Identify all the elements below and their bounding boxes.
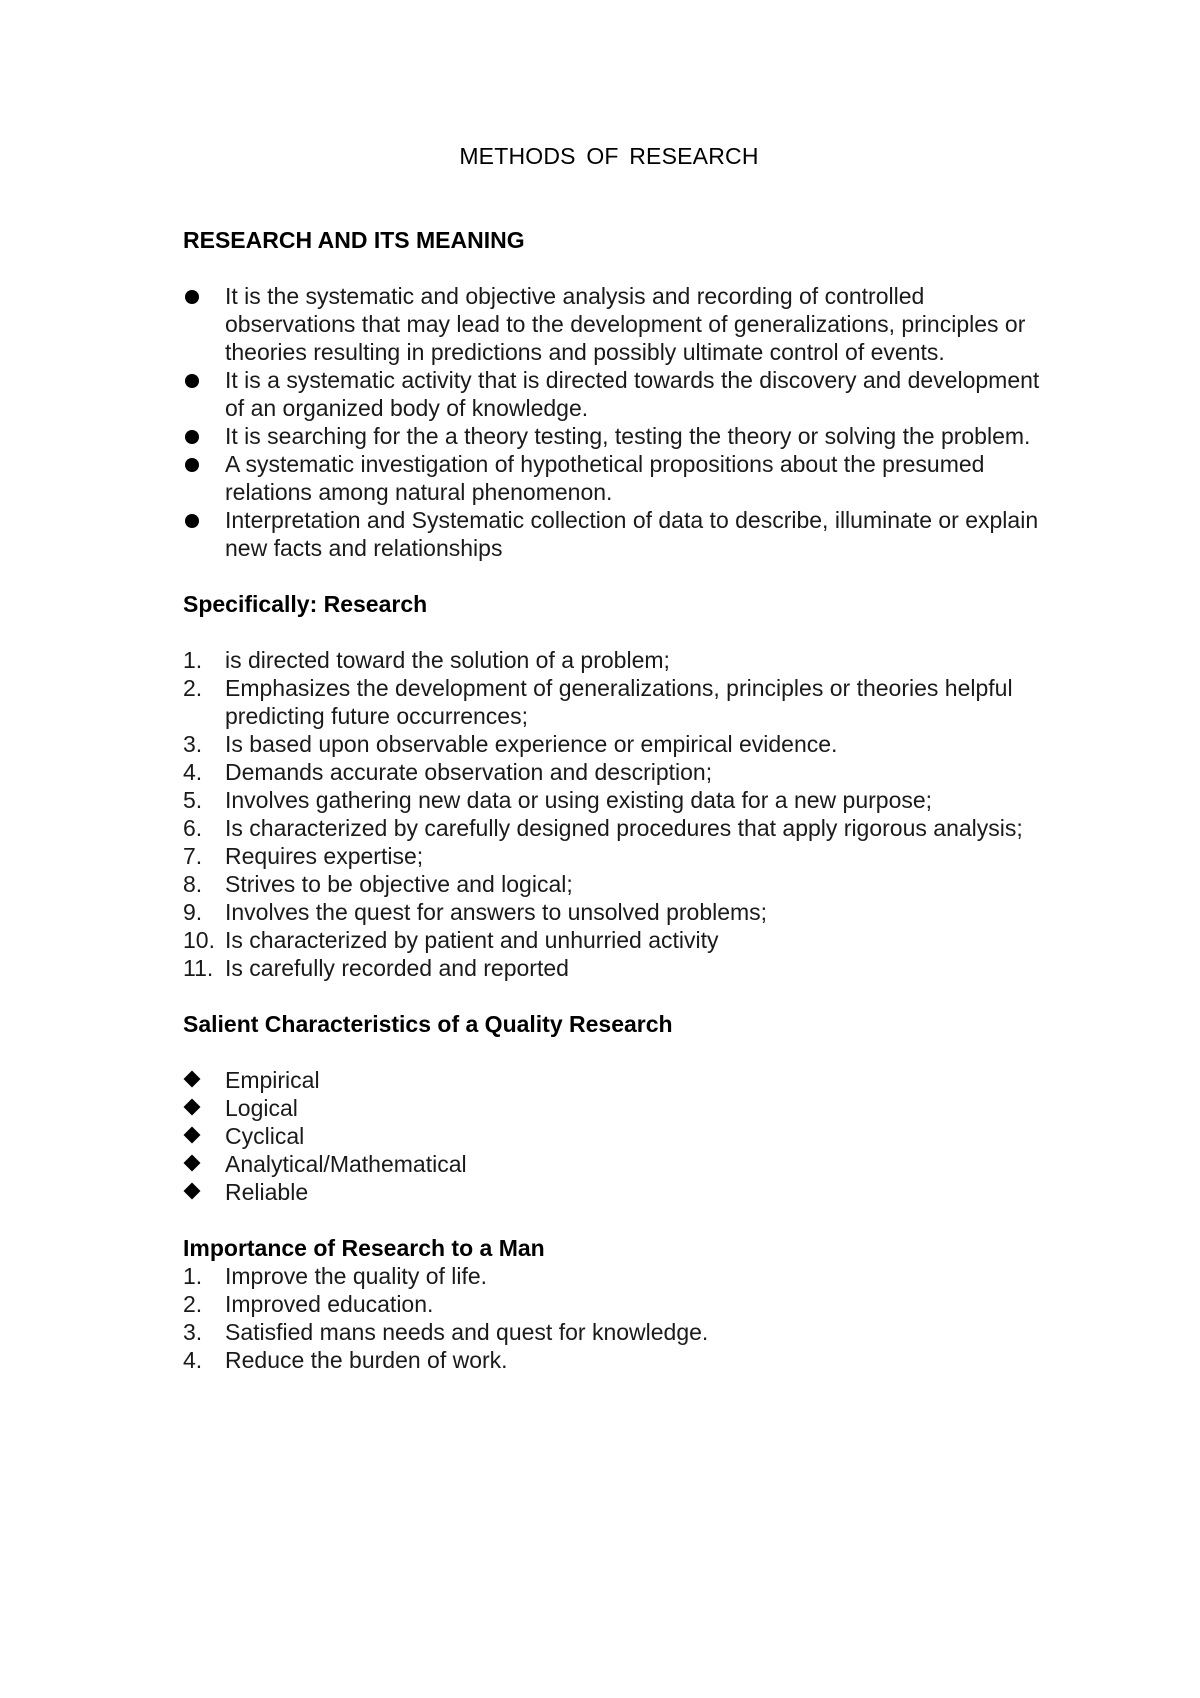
list-item	[183, 954, 1043, 982]
list-number: 1.	[183, 647, 203, 673]
diamond-bullet-icon	[184, 1099, 201, 1116]
list-item-text: Improve the quality of life.	[225, 1263, 488, 1289]
list-number: 7.	[183, 843, 203, 869]
list-item-text: Is characterized by carefully designed procedures that apply rigorous analysis;	[225, 815, 1023, 841]
bullet-dot-icon	[185, 430, 199, 444]
list-item	[183, 758, 1043, 786]
list-item	[183, 814, 1043, 842]
list-item	[183, 450, 1043, 506]
list-number: 3.	[183, 1319, 203, 1345]
list-item-text: It is searching for the a theory testing, testing the theory or solving the problem.	[225, 423, 1031, 449]
list-item-text: Logical	[225, 1095, 298, 1121]
list-item	[183, 1290, 1043, 1318]
list-item-text: It is the systematic and objective analysis and recording of controlled observations that may lead to the development of generalizations, principles or theories resulting in predictions and possibly ultimate control of events.	[225, 283, 1026, 365]
list-item	[183, 1346, 1043, 1374]
list-number: 6.	[183, 815, 203, 841]
list-number: 1.	[183, 1263, 203, 1289]
salient-diamond-list	[183, 1066, 1043, 1206]
meaning-bullet-list	[183, 282, 1043, 562]
list-item	[183, 842, 1043, 870]
list-item-text: Interpretation and Systematic collection of data to describe, illuminate or explain new facts and relationships	[225, 507, 1039, 561]
list-item	[183, 1094, 1043, 1122]
list-item	[183, 1150, 1043, 1178]
list-number: 4.	[183, 1347, 203, 1373]
list-item-text: Analytical/Mathematical	[225, 1151, 467, 1177]
specifically-numbered-list	[183, 646, 1043, 982]
list-item-text: It is a systematic activity that is directed towards the discovery and development of an organized body of knowledge.	[225, 367, 1040, 421]
list-item	[183, 506, 1043, 562]
list-item	[183, 1066, 1043, 1094]
list-number: 2.	[183, 1291, 203, 1317]
list-item	[183, 1318, 1043, 1346]
diamond-bullet-icon	[184, 1071, 201, 1088]
list-number: 10.	[183, 927, 215, 953]
list-item-text: Empirical	[225, 1067, 320, 1093]
bullet-dot-icon	[185, 290, 199, 304]
list-number: 4.	[183, 759, 203, 785]
list-item-text: Satisfied mans needs and quest for knowledge.	[225, 1319, 709, 1345]
list-item-text: A systematic investigation of hypothetical propositions about the presumed relations among natural phenomenon.	[225, 451, 985, 505]
list-number: 5.	[183, 787, 203, 813]
section-heading-importance: Importance of Research to a Man	[183, 1235, 545, 1261]
list-number: 8.	[183, 871, 203, 897]
list-item-text: is directed toward the solution of a problem;	[225, 647, 670, 673]
list-item	[183, 1122, 1043, 1150]
importance-numbered-list	[183, 1262, 1043, 1374]
list-number: 9.	[183, 899, 203, 925]
diamond-bullet-icon	[184, 1183, 201, 1200]
list-item	[183, 646, 1043, 674]
list-item-text: Is characterized by patient and unhurried activity	[225, 927, 719, 953]
section-heading-specifically: Specifically: Research	[183, 591, 428, 617]
document-content	[183, 142, 1043, 1374]
list-item-text: Emphasizes the development of generalizations, principles or theories helpful predicting future occurrences;	[225, 675, 1013, 729]
document-title: METHODS OF RESEARCH	[459, 143, 759, 169]
list-number: 11.	[183, 955, 214, 981]
list-number: 3.	[183, 731, 203, 757]
list-item	[183, 926, 1043, 954]
list-item	[183, 730, 1043, 758]
list-item-text: Reduce the burden of work.	[225, 1347, 508, 1373]
list-item-text: Involves gathering new data or using existing data for a new purpose;	[225, 787, 933, 813]
bullet-dot-icon	[185, 514, 199, 528]
section-heading-meaning: RESEARCH AND ITS MEANING	[183, 227, 525, 253]
list-item	[183, 422, 1043, 450]
list-item-text: Involves the quest for answers to unsolved problems;	[225, 899, 768, 925]
bullet-dot-icon	[185, 374, 199, 388]
list-item-text: Is carefully recorded and reported	[225, 955, 569, 981]
list-item-text: Strives to be objective and logical;	[225, 871, 573, 897]
list-item	[183, 898, 1043, 926]
list-item-text: Is based upon observable experience or empirical evidence.	[225, 731, 838, 757]
list-item	[183, 870, 1043, 898]
list-number: 2.	[183, 675, 203, 701]
list-item	[183, 282, 1043, 366]
list-item	[183, 366, 1043, 422]
list-item	[183, 786, 1043, 814]
diamond-bullet-icon	[184, 1155, 201, 1172]
list-item-text: Improved education.	[225, 1291, 434, 1317]
section-heading-salient: Salient Characteristics of a Quality Research	[183, 1011, 673, 1037]
list-item-text: Cyclical	[225, 1123, 305, 1149]
list-item	[183, 1178, 1043, 1206]
list-item-text: Demands accurate observation and description;	[225, 759, 713, 785]
list-item-text: Requires expertise;	[225, 843, 424, 869]
list-item	[183, 1262, 1043, 1290]
bullet-dot-icon	[185, 458, 199, 472]
list-item	[183, 674, 1043, 730]
diamond-bullet-icon	[184, 1127, 201, 1144]
list-item-text: Reliable	[225, 1179, 309, 1205]
